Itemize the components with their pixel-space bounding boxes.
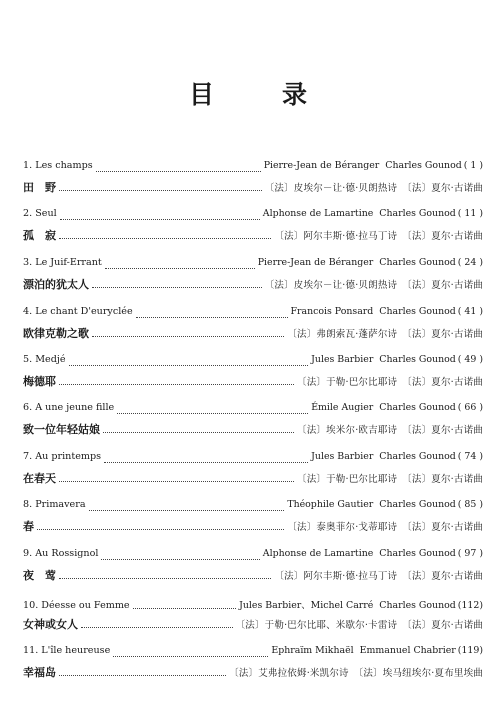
toc-entry[interactable] xyxy=(23,451,483,491)
entry-line-chinese xyxy=(23,616,483,632)
composer-name: Emmanuel Chabrier xyxy=(359,645,456,656)
song-title: 4. Le chant D'euryclée xyxy=(23,306,133,317)
entry-line-original xyxy=(23,499,483,515)
toc-entry[interactable] xyxy=(23,257,483,297)
entry-line-chinese xyxy=(23,421,483,437)
composer-name: Charles Gounod xyxy=(379,354,456,365)
entry-line-chinese xyxy=(23,179,483,195)
toc-entry[interactable] xyxy=(23,499,483,539)
composer-name: Charles Gounod xyxy=(379,600,456,611)
credit-zh: 〔法〕于勒·巴尔比耶诗 〔法〕夏尔·古诺曲 xyxy=(297,377,483,388)
song-title-zh: 漂泊的犹太人 xyxy=(23,278,89,291)
dot-leader xyxy=(103,425,294,433)
composer-name: Charles Gounod xyxy=(379,208,456,219)
dot-leader xyxy=(59,571,271,579)
entry-line-chinese xyxy=(23,227,483,243)
dot-leader xyxy=(113,649,268,657)
toc-entry[interactable] xyxy=(23,160,483,200)
page-number: ( 1 ) xyxy=(463,160,483,171)
poet-name: Pierre-Jean de Béranger xyxy=(263,160,380,171)
composer-name: Charles Gounod xyxy=(379,257,456,268)
dot-leader xyxy=(133,601,236,609)
entry-line-original xyxy=(23,451,483,467)
dot-leader xyxy=(96,164,261,172)
poet-name: Ephraïm Mikhaël xyxy=(271,645,354,656)
entry-line-chinese xyxy=(23,518,483,534)
toc-entry[interactable] xyxy=(23,306,483,346)
toc-entry[interactable] xyxy=(23,354,483,394)
credit-zh: 〔法〕弗朗索瓦·蓬萨尔诗 〔法〕夏尔·古诺曲 xyxy=(287,329,483,340)
song-title: 10. Déesse ou Femme xyxy=(23,600,130,611)
credit-zh: 〔法〕艾弗拉依姆·米凯尔诗 〔法〕埃马纽埃尔·夏布里埃曲 xyxy=(229,668,483,679)
poet-name: Jules Barbier xyxy=(311,354,374,365)
toc-entry[interactable] xyxy=(23,548,483,588)
poet-name: Jules Barbier xyxy=(311,451,374,462)
entry-line-chinese xyxy=(23,664,483,680)
song-title: 5. Medjé xyxy=(23,354,66,365)
title-char-2: 录 xyxy=(282,80,308,109)
credit-zh: 〔法〕泰奥菲尔·戈蒂耶诗 〔法〕夏尔·古诺曲 xyxy=(287,522,483,533)
dot-leader xyxy=(59,183,262,191)
poet-name: Émile Augier xyxy=(311,402,374,413)
toc-entry[interactable] xyxy=(23,597,483,637)
song-title-zh: 田 野 xyxy=(23,181,56,194)
composer-name: Charles Gounod xyxy=(385,160,462,171)
song-title-zh: 夜 莺 xyxy=(23,569,56,582)
dot-leader xyxy=(136,310,288,318)
page-number: ( 97 ) xyxy=(457,548,483,559)
entry-line-original xyxy=(23,597,483,613)
entry-line-chinese xyxy=(23,373,483,389)
page-number: ( 41 ) xyxy=(457,306,483,317)
dot-leader xyxy=(81,620,233,628)
composer-name: Charles Gounod xyxy=(379,402,456,413)
entry-line-chinese xyxy=(23,276,483,292)
song-title-zh: 春 xyxy=(23,520,34,533)
credit-zh: 〔法〕于勒·巴尔比耶、米歇尔·卡雷诗 〔法〕夏尔·古诺曲 xyxy=(235,620,483,631)
credit-zh: 〔法〕阿尔丰斯·德·拉马丁诗 〔法〕夏尔·古诺曲 xyxy=(274,571,483,582)
dot-leader xyxy=(59,668,226,676)
composer-name: Charles Gounod xyxy=(379,306,456,317)
dot-leader xyxy=(92,280,262,288)
poet-name: Alphonse de Lamartine xyxy=(262,548,374,559)
song-title-zh: 致一位年轻姑娘 xyxy=(23,423,100,436)
song-title: 8. Primavera xyxy=(23,499,86,510)
song-title-zh: 女神或女人 xyxy=(23,618,78,631)
entry-line-chinese xyxy=(23,325,483,341)
dot-leader xyxy=(104,455,308,463)
entry-line-original xyxy=(23,402,483,418)
song-title: 9. Au Rossignol xyxy=(23,548,99,559)
dot-leader xyxy=(37,522,284,530)
song-title: 3. Le Juif-Errant xyxy=(23,257,102,268)
toc-entry[interactable] xyxy=(23,402,483,442)
entry-line-chinese xyxy=(23,567,483,583)
song-title: 1. Les champs xyxy=(23,160,93,171)
credit-zh: 〔法〕皮埃尔－让·德·贝朗热诗 〔法〕夏尔·古诺曲 xyxy=(264,280,483,291)
poet-name: Jules Barbier、Michel Carré xyxy=(239,600,374,611)
entry-line-original xyxy=(23,160,483,176)
dot-leader xyxy=(60,212,260,220)
song-title: 7. Au printemps xyxy=(23,451,102,462)
title-char-1: 目 xyxy=(189,80,215,109)
entry-line-original xyxy=(23,257,483,273)
credit-zh: 〔法〕埃米尔·欧吉耶诗 〔法〕夏尔·古诺曲 xyxy=(297,425,483,436)
entry-line-original xyxy=(23,354,483,370)
song-title: 2. Seul xyxy=(23,208,57,219)
dot-leader xyxy=(89,503,285,511)
page-number: ( 24 ) xyxy=(457,257,483,268)
poet-name: Alphonse de Lamartine xyxy=(262,208,374,219)
song-title-zh: 在春天 xyxy=(23,472,56,485)
credit-zh: 〔法〕于勒·巴尔比耶诗 〔法〕夏尔·古诺曲 xyxy=(297,474,483,485)
entry-line-chinese xyxy=(23,470,483,486)
dot-leader xyxy=(92,329,284,337)
toc-entry[interactable] xyxy=(23,645,483,685)
dot-leader xyxy=(59,377,294,385)
dot-leader xyxy=(59,231,271,239)
song-title: 11. L'île heureuse xyxy=(23,645,111,656)
dot-leader xyxy=(69,358,309,366)
entry-line-original xyxy=(23,208,483,224)
page-number: (119) xyxy=(457,645,483,656)
page-number: (112) xyxy=(457,600,483,611)
composer-name: Charles Gounod xyxy=(379,451,456,462)
toc-entry[interactable] xyxy=(23,208,483,248)
dot-leader xyxy=(59,474,294,482)
song-title-zh: 幸福岛 xyxy=(23,666,56,679)
page-number: ( 74 ) xyxy=(457,451,483,462)
entry-line-original xyxy=(23,306,483,322)
song-title: 6. A une jeune fille xyxy=(23,402,115,413)
entry-line-original xyxy=(23,645,483,661)
dot-leader xyxy=(105,261,255,269)
poet-name: Francois Ponsard xyxy=(290,306,374,317)
dot-leader xyxy=(101,552,259,560)
entry-line-original xyxy=(23,548,483,564)
page-number: ( 85 ) xyxy=(457,499,483,510)
page-number: ( 11 ) xyxy=(457,208,483,219)
song-title-zh: 欧律克勒之歌 xyxy=(23,327,89,340)
credit-zh: 〔法〕阿尔丰斯·德·拉马丁诗 〔法〕夏尔·古诺曲 xyxy=(274,231,483,242)
page-number: ( 49 ) xyxy=(457,354,483,365)
composer-name: Charles Gounod xyxy=(379,548,456,559)
poet-name: Théophile Gautier xyxy=(287,499,374,510)
credit-zh: 〔法〕皮埃尔－让·德·贝朗热诗 〔法〕夏尔·古诺曲 xyxy=(264,183,483,194)
song-title-zh: 孤 寂 xyxy=(23,229,56,242)
song-title-zh: 梅德耶 xyxy=(23,375,56,388)
poet-name: Pierre-Jean de Béranger xyxy=(257,257,374,268)
composer-name: Charles Gounod xyxy=(379,499,456,510)
page-number: ( 66 ) xyxy=(457,402,483,413)
dot-leader xyxy=(117,406,308,414)
